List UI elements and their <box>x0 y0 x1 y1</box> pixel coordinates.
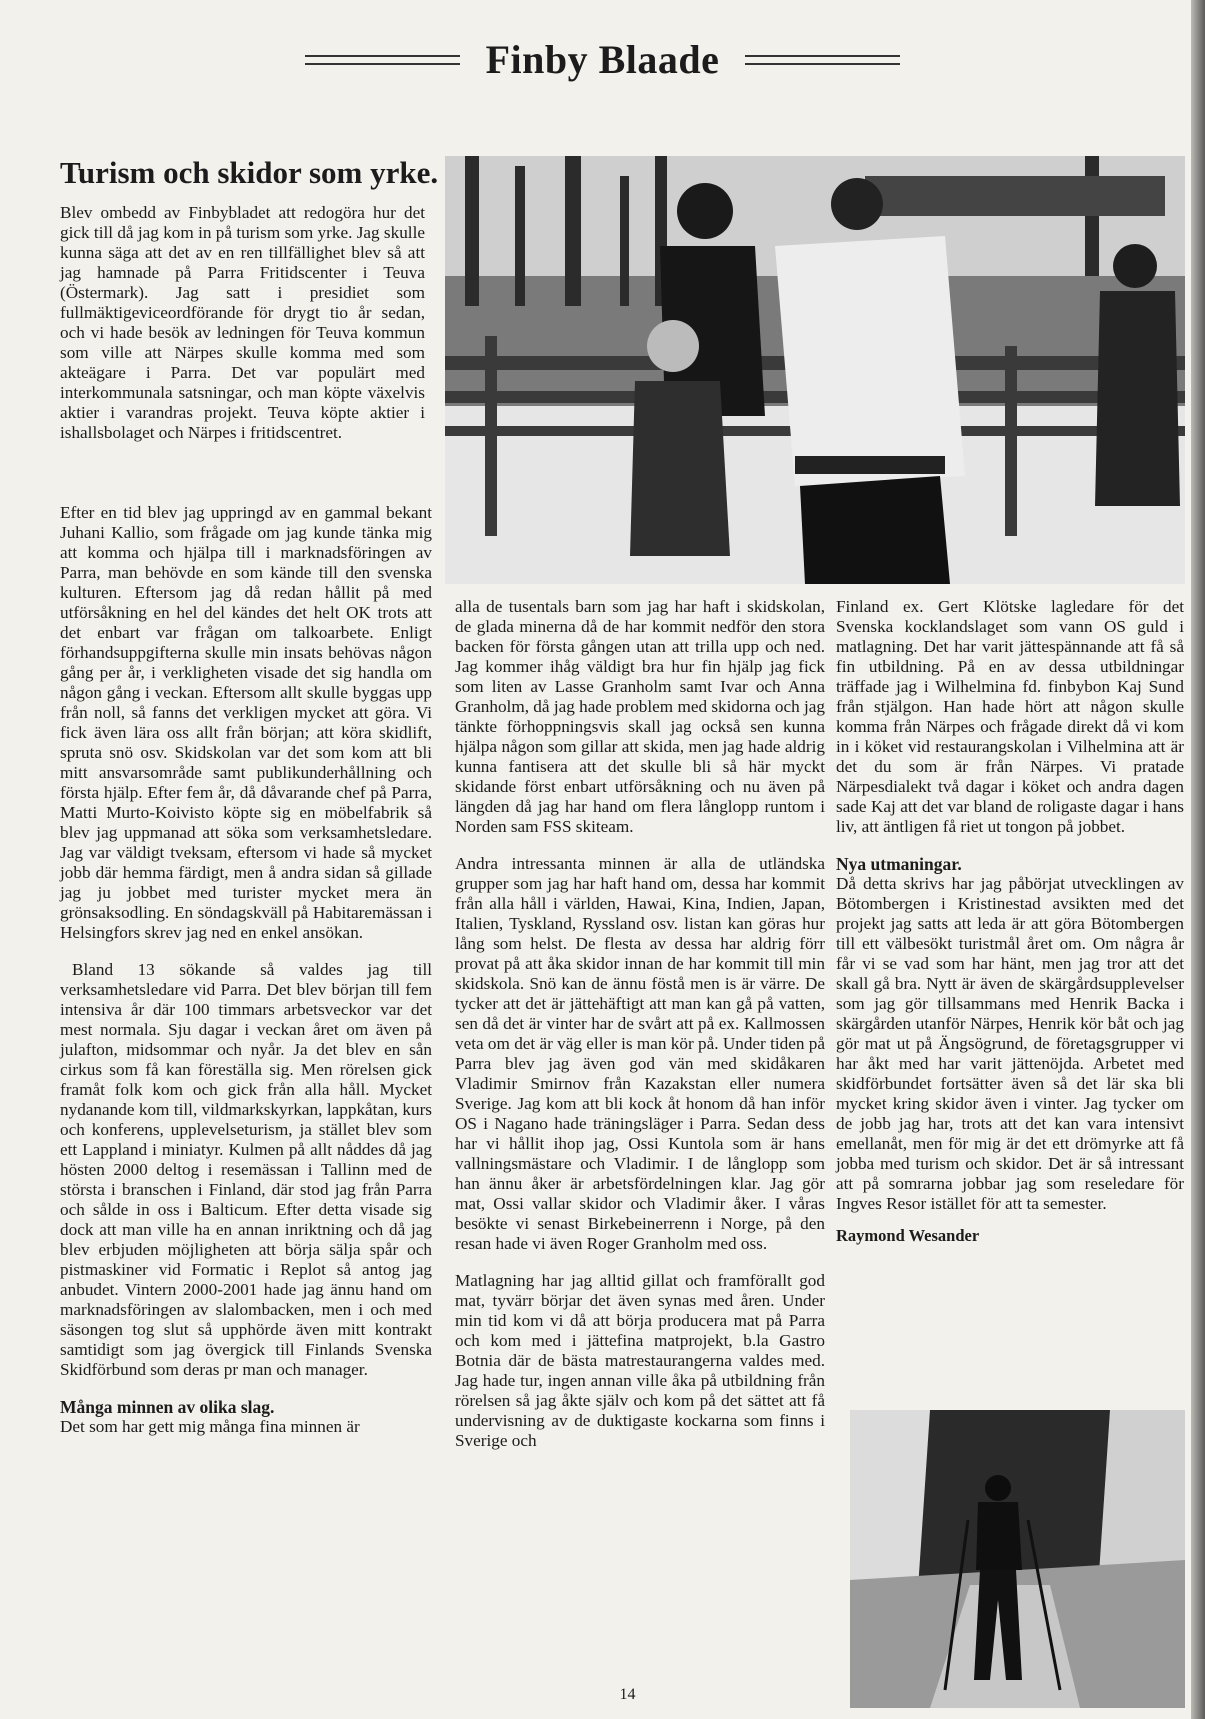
masthead-title: Finby Blaade <box>485 37 720 82</box>
masthead-rule-right <box>745 55 900 65</box>
subheading-minnen: Många minnen av olika slag. <box>60 1397 275 1417</box>
paragraph: Andra intressanta minnen är alla de utländska grupper som jag har haft hand om, dessa har kommit från alla håll i världen, Hawai, Kina, Indien, Japan, Italien, Tyskland, Ryssland osv. listan kan göras hur lång som helst. De flesta av dessa har aldrig förr provat på att åka skidor innan de har kommit till min skidskola. Snö kan de ännu föstå men is är värre. De tycker att det är jättehäftigt att man kan gå på vatten, sen då det är vinter har de svårt att på ex. Kallmossen veta om det är väg eller is man kör på. Under tiden på Parra blev jag även god vän med skidåkaren Vladimir Smirnov från Kazakstan eller numera Sverige. Jag kom att bli kock åt honom då han inför OS i Nagano hade träningsläger i Parra. Sedan dess har vi hållit ihop jag, Ossi Kuntola som är hans vallningsmästare och Vladimir. I de långlopp som han ännu åker är arbetsfördelningen klar. Jag gör mat, Ossi vallar skidor och Vladimir åker. I våras besökte vi senast Birkebeinerrenn i Norge, på den resan hade vi även Roger Granholm med oss. <box>455 854 825 1253</box>
scan-edge <box>1191 0 1205 1719</box>
subheading-utmaningar: Nya utmaningar. <box>836 854 962 874</box>
paragraph: alla de tusentals barn som jag har haft i skidskolan, de glada minerna då de har kommit nedför den stora backen för första gången utan att trilla upp och ned. Jag kommer ihåg väldigt bra hur fin hjälp jag fick som liten av Lasse Granholm samt Ivar och Anna Granholm, då jag hade problem med skidorna och jag tänkte förhoppningsvis skall jag också sen kunna hjälpa någon som gillar att skida, men jag hade aldrig kunna fantisera att det skulle bli så här myckt skidande först enbart utförsåkning och nu även på längden då jag har hand om flera långlopp runtom i Norden sam FSS skiteam. <box>455 597 825 836</box>
photo-skier <box>850 1410 1185 1708</box>
photo-ski-lift <box>445 156 1185 584</box>
paragraph: Det som har gett mig många fina minnen är <box>60 1417 360 1436</box>
column-1-top <box>60 203 425 460</box>
masthead <box>0 36 1205 83</box>
masthead-rule-left <box>305 55 460 65</box>
paragraph: Bland 13 sökande så valdes jag till verksamhetsledare vid Parra. Det blev början till fem intensiva år där 100 timmars arbetsveckor var det mest normala. Sju dagar i veckan året om även på julafton, midsommar och nyår. Ja det blev en sån cirkus som få kan föreställa sig. Men rörelsen gick framåt folk kom och gick från alla håll. Mycket nydanande kom till, vildmarkskyrkan, lappkåtan, kurs och konferens, upplevelseturism, ja stället blev som ett Lappland i miniatyr. Kulmen på allt nåddes då jag hösten 2000 deltog i resemässan i Tallinn med de största i branschen i Finland, där stod jag från Parra och sålde in oss i Balticum. Efter detta visade sig dock att man ville ha en annan inriktning och då jag blev erbjuden möjligheten att börja sälja spår och pistmaskiner vid Formatic i Replot så antog jag anbudet. Vintern 2000-2001 hade jag ännu hand om marknadsföringen av slalombacken, men i och med säsongen tog slut så upphörde även mitt kontrakt samtidigt som jag övergick till Finlands Svenska Skidförbund som deras pr man och manager. <box>60 960 432 1379</box>
paragraph: Efter en tid blev jag uppringd av en gammal bekant Juhani Kallio, som frågade om jag kunde tänka mig att komma och hjälpa till i marknadsföringen av Parra, man behövde en som kände till den svenska kulturen. Eftersom jag då redan hållit på med utförsåkning en hel del kändes det helt OK trots att det enbart var frågan om talkoarbete. Enligt förhandsuppgifterna skulle min insats behövas någon gång per år, i verkligheten visade det sig handla om någon gång i veckan. Eftersom allt skulle byggas upp från noll, så fanns det verkligen mycket att göra. Vi fick även lära oss allt från början; att köra skidlift, spruta snö osv. Skidskolan var det som kom att bli mitt ansvarsområde samt publikunderhållning och första hjälp. Efter fem år, då dåvarande chef på Parra, Matti Murto-Koivisto köpte sig en möbelfabrik så blev jag uppmanad att söka som verksamhetsledare. Jag var väldigt tveksam, eftersom vi hade så mycket jobb där hemma färdigt, men å andra sidan så gillade jag ju jobbet med turister mycket mera än grönsaksodling. En söndagskväll på Habitaremässan i Helsingfors skrev jag ned en enkel ansökan. <box>60 503 432 942</box>
article-headline: Turism och skidor som yrke. <box>60 155 439 190</box>
column-3 <box>836 597 1184 1246</box>
paragraph: Blev ombedd av Finbybladet att redogöra hur det gick till då jag kom in på turism som yrke. Jag skulle kunna säga att det av en ren tillfällighet blev så att jag hamnade på Parra Fritidscenter i Teuva (Östermark). Jag satt i presidiet som fullmäktigeviceordförande för drygt tio år sedan, och vi hade besök av ledningen för Teuva kommun som ville att Närpes skulle komma med som akteägare i Parra. Det var populärt med interkommunala satsningar, och man köpte växelvis aktier i varandras projekt. Teuva köpte aktier i ishallsbolaget och Närpes i fritidscentret. <box>60 203 425 442</box>
author-byline: Raymond Wesander <box>836 1226 980 1245</box>
column-1 <box>60 503 432 1437</box>
column-2 <box>455 597 825 1468</box>
photo-skier-image <box>850 1410 1185 1708</box>
page-number: 14 <box>619 1686 636 1703</box>
photo-ski-lift-image <box>445 156 1185 584</box>
paragraph: Matlagning har jag alltid gillat och framförallt god mat, tyvärr börjar det även synas med åren. Under min tid kom vi då att börja producera mat på Parra och kom med i jättefina matprojekt, b.la Gastro Botnia där de bästa matrestaurangerna valdes med. Jag hade tur, ingen annan ville åka på utbildning från rörelsen så jag åkte själv och kom på det sättet att få undervisning av de duktigaste kockarna som finns i Sverige och <box>455 1271 825 1450</box>
paragraph: Då detta skrivs har jag påbörjat utvecklingen av Bötombergen i Kristinestad avsikten med det projekt jag satts att leda är att göra Bötombergen till ett välbesökt turistmål året om. Om några år får vi se vad som har hänt, men jag tror att det skall gå bra. Nytt är även de skärgårdsupplevelser som jag gör tillsammans med Henrik Backa i skärgården utanför Närpes, Henrik kör båt och jag gör mat ut på Ängsögrund, de företagsgrupper vi har åkt med har varit jättenöjda. Arbetet med skidförbundet fortsätter även så det lär ska bli mycket kring skidor även i vinter. Jag tycker om de jobb jag har, trots att det kan vara intensivt emellanåt, men för mig är det ett drömyrke att få jobba med turism och skidor. Det är så intressant att på somrarna jobbar jag som reseledare för Ingves Resor istället för att ta semester. <box>836 874 1184 1213</box>
paragraph: Finland ex. Gert Klötske lagledare för det Svenska kocklandslaget som vann OS guld i matlagning. Det har varit jättespännande att få så fin utbildning. På en av dessa utbildningar träffade jag i Wilhelmina fd. finbybon Kaj Sund från stjälgon. Han hade hört att någon skulle komma från Närpes och frågade direkt då vi kom in i köket vid restaurangskolan i Vilhelmina att är det du som är från Närpes. Vi pratade Närpesdialekt två dagar i köket och andra dagen sade Kaj att det var bland de roligaste dagar i hans liv, att äntligen få riet ut tongon på jobbet. <box>836 597 1184 836</box>
